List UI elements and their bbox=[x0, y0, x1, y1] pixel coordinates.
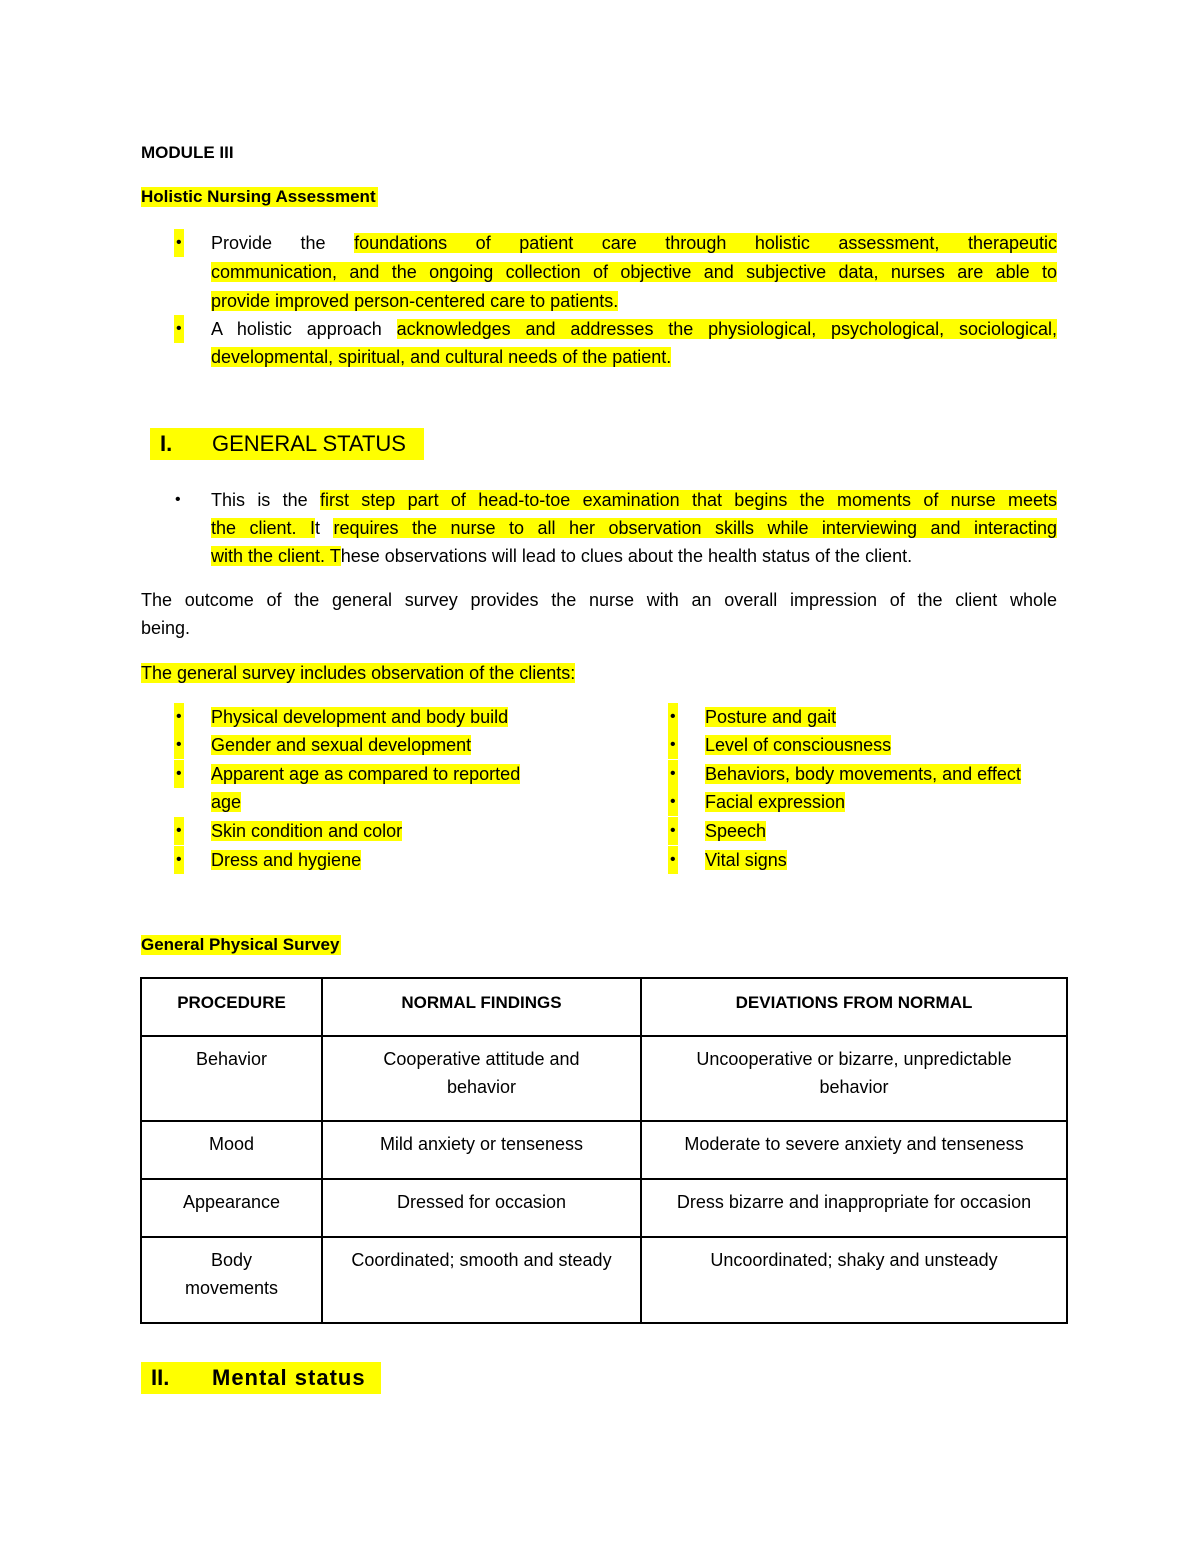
highlighted-text: The general survey includes observation of the clients: bbox=[141, 663, 576, 683]
table-cell: Cooperative attitude and behavior bbox=[322, 1036, 641, 1121]
list-item bbox=[705, 817, 1085, 845]
list-item bbox=[705, 731, 1085, 759]
section2-numeral: II. bbox=[151, 1365, 170, 1390]
table-row bbox=[141, 1179, 1067, 1237]
list-item bbox=[211, 846, 611, 874]
column-header: DEVIATIONS FROM NORMAL bbox=[641, 978, 1067, 1036]
section1-heading bbox=[150, 428, 424, 460]
table-cell: Appearance bbox=[141, 1179, 322, 1237]
highlighted-text: Apparent age as compared to reported bbox=[211, 764, 521, 784]
highlighted-text: the client. I bbox=[211, 518, 315, 538]
bullet-icon: • bbox=[668, 731, 678, 759]
list-item bbox=[211, 760, 611, 788]
list-item-continued bbox=[211, 788, 611, 816]
table-cell: Behavior bbox=[141, 1036, 322, 1121]
bullet-icon: • bbox=[174, 817, 184, 845]
table-cell: Coordinated; smooth and steady bbox=[322, 1237, 641, 1323]
list-item bbox=[705, 846, 1085, 874]
text-segment: hese observations will lead to clues about the health status of the client. bbox=[340, 546, 913, 566]
text-segment: This is the bbox=[211, 490, 320, 510]
highlighted-text: Skin condition and color bbox=[211, 821, 403, 841]
column-header: PROCEDURE bbox=[141, 978, 322, 1036]
section2-heading bbox=[141, 1362, 381, 1394]
highlighted-text: developmental, spiritual, and cultural needs of the patient. bbox=[211, 347, 672, 367]
highlighted-text: Physical development and body build bbox=[211, 707, 509, 727]
bullet-icon: • bbox=[174, 315, 184, 343]
holistic-b2-line2 bbox=[211, 343, 1057, 371]
list-item bbox=[705, 703, 1085, 731]
module-title: MODULE III bbox=[141, 143, 234, 162]
highlighted-text: Facial expression bbox=[705, 792, 846, 812]
list-item bbox=[211, 817, 611, 845]
highlighted-text: requires the nurse to all her observation skills while interviewing and interacting bbox=[333, 518, 1058, 538]
section1-b1-line1 bbox=[211, 486, 1057, 514]
text-segment: t bbox=[315, 518, 334, 538]
section1-numeral: I. bbox=[160, 431, 173, 456]
survey-intro bbox=[141, 659, 1057, 687]
table-cell: Mild anxiety or tenseness bbox=[322, 1121, 641, 1179]
highlighted-text: Vital signs bbox=[705, 850, 787, 870]
table-row bbox=[141, 1237, 1067, 1323]
bullet-icon: • bbox=[668, 788, 678, 816]
bullet-icon: • bbox=[668, 817, 678, 845]
highlighted-text: provide improved person-centered care to patients. bbox=[211, 291, 619, 311]
highlighted-text: Posture and gait bbox=[705, 707, 837, 727]
bullet-icon: • bbox=[174, 703, 184, 731]
section2-title: Mental status bbox=[212, 1365, 366, 1390]
table-row bbox=[141, 1121, 1067, 1179]
outcome-line2: being. bbox=[141, 618, 191, 638]
highlighted-text: acknowledges and addresses the physiological, psychological, sociological, bbox=[396, 319, 1057, 339]
highlighted-text: with the client. T bbox=[211, 546, 341, 566]
table-header-row bbox=[141, 978, 1067, 1036]
section1-b1-line3 bbox=[211, 542, 1057, 570]
highlighted-text: Gender and sexual development bbox=[211, 735, 472, 755]
bullet-icon: • bbox=[174, 229, 184, 257]
table-cell: Uncoordinated; shaky and unsteady bbox=[641, 1237, 1067, 1323]
list-item bbox=[705, 760, 1085, 788]
text-segment: Provide the bbox=[211, 233, 355, 253]
highlighted-text: Dress and hygiene bbox=[211, 850, 362, 870]
holistic-b1-line2 bbox=[211, 258, 1057, 286]
outcome-line1: The outcome of the general survey provides the nurse with an overall impression of the client whole bbox=[141, 590, 1057, 610]
holistic-b1-line3 bbox=[211, 287, 1057, 315]
highlighted-text: first step part of head-to-toe examination that begins the moments of nurse meets bbox=[319, 490, 1057, 510]
table-cell: Moderate to severe anxiety and tenseness bbox=[641, 1121, 1067, 1179]
highlighted-text: Speech bbox=[705, 821, 767, 841]
table-cell: Body movements bbox=[141, 1237, 322, 1323]
list-item bbox=[705, 788, 1085, 816]
holistic-b1-line1 bbox=[211, 229, 1057, 257]
bullet-icon: • bbox=[174, 846, 184, 874]
table-cell: Uncooperative or bizarre, unpredictable behavior bbox=[641, 1036, 1067, 1121]
bullet-icon: • bbox=[668, 760, 678, 788]
survey-table-heading: General Physical Survey bbox=[141, 935, 340, 954]
table-cell: Mood bbox=[141, 1121, 322, 1179]
list-item bbox=[211, 731, 611, 759]
highlighted-text: Level of consciousness bbox=[705, 735, 892, 755]
section1-title: GENERAL STATUS bbox=[212, 431, 406, 456]
section1-b1-line2 bbox=[211, 514, 1057, 542]
survey-table bbox=[140, 977, 1068, 1324]
holistic-heading: Holistic Nursing Assessment bbox=[141, 187, 376, 206]
column-header: NORMAL FINDINGS bbox=[322, 978, 641, 1036]
table-cell: Dress bizarre and inappropriate for occasion bbox=[641, 1179, 1067, 1237]
highlighted-text: age bbox=[211, 792, 242, 812]
highlighted-text: foundations of patient care through holistic assessment, therapeutic bbox=[354, 233, 1058, 253]
holistic-b2-line1 bbox=[211, 315, 1057, 343]
highlighted-text: communication, and the ongoing collection of objective and subjective data, nurses are able to bbox=[211, 262, 1057, 282]
bullet-icon: • bbox=[174, 731, 184, 759]
table-cell: Dressed for occasion bbox=[322, 1179, 641, 1237]
list-item bbox=[211, 703, 611, 731]
table-row bbox=[141, 1036, 1067, 1121]
text-segment: A holistic approach bbox=[211, 319, 397, 339]
bullet-icon: • bbox=[668, 703, 678, 731]
bullet-icon: • bbox=[174, 760, 184, 788]
highlighted-text: Behaviors, body movements, and effect bbox=[705, 764, 1021, 784]
bullet-icon: • bbox=[668, 846, 678, 874]
bullet-icon: • bbox=[175, 491, 181, 508]
